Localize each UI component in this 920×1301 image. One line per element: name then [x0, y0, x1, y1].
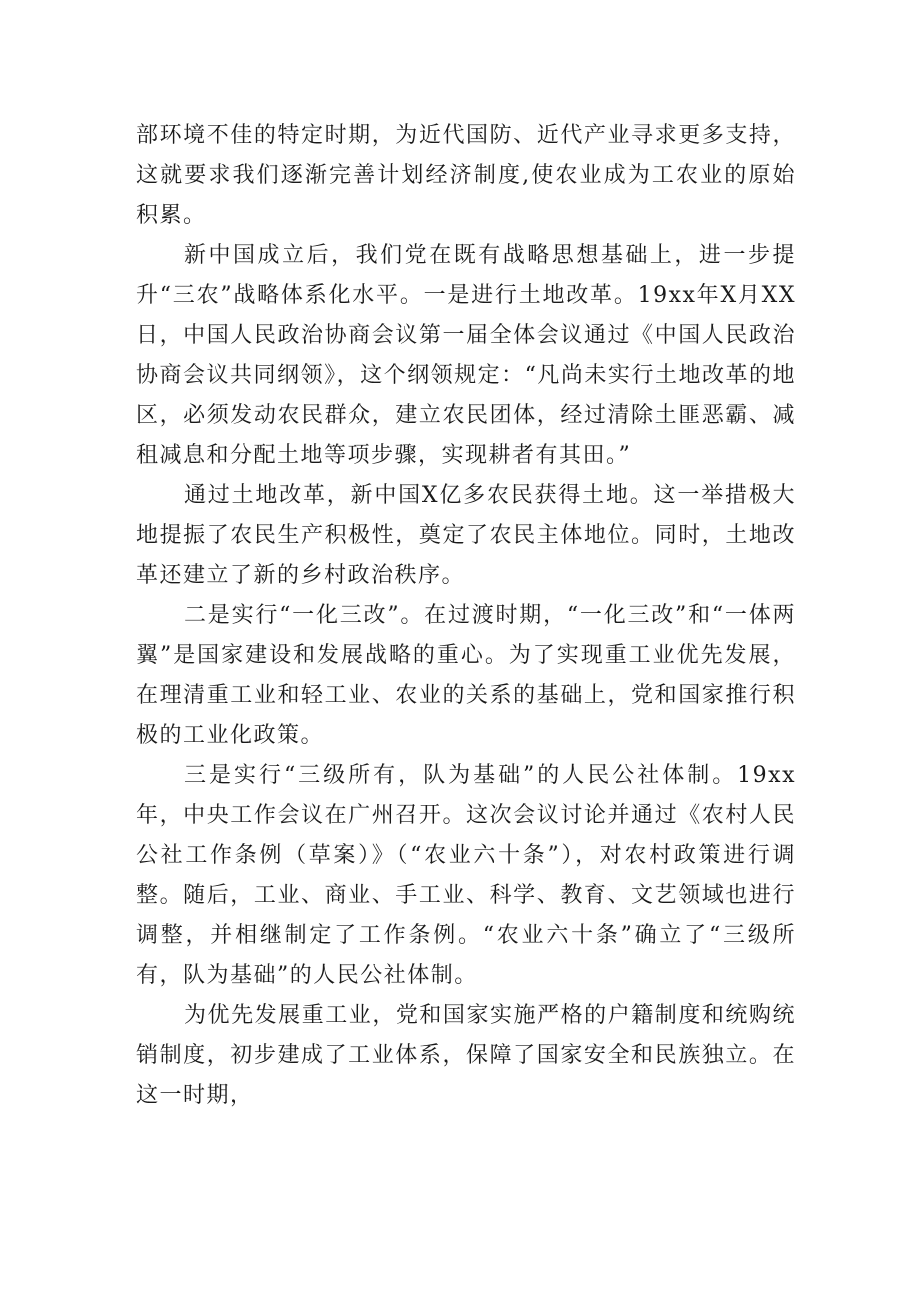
body-text: [136, 116, 796, 1116]
paragraph-5: 三是实行“三级所有，队为基础”的人民公社体制。19xx年，中央工作会议在广州召开。这次会议讨论并通过《农村人民公社工作条例（草案）》（“农业六十条”），对农村政策进行调整。随后，工业、商业、手工业、科学、教育、文艺领域也进行调整，并相继制定了工作条例。“农业六十条”确立了“三级所有，队为基础”的人民公社体制。: [136, 763, 796, 988]
paragraph-2: 新中国成立后，我们党在既有战略思想基础上，进一步提升“三农”战略体系化水平。一是进行土地改革。19xx年X月XX日，中国人民政治协商会议第一届全体会议通过《中国人民政治协商会议共同纲领》，这个纲领规定：“凡尚未实行土地改革的地区，必须发动农民群众，建立农民团体，经过清除土匪恶霸、减租减息和分配土地等项步骤，实现耕者有其田。”: [136, 243, 796, 468]
paragraph-1: 部环境不佳的特定时期，为近代国防、近代产业寻求更多支持，这就要求我们逐渐完善计划经济制度,使农业成为工农业的原始积累。: [136, 123, 796, 228]
paragraph-6: 为优先发展重工业，党和国家实施严格的户籍制度和统购统销制度，初步建成了工业体系，保障了国家安全和民族独立。在这一时期，: [136, 1003, 796, 1108]
paragraph-4: 二是实行“一化三改”。在过渡时期，“一化三改”和“一体两翼”是国家建设和发展战略的重心。为了实现重工业优先发展，在理清重工业和轻工业、农业的关系的基础上，党和国家推行积极的工业化政策。: [136, 603, 796, 748]
paragraph-3: 通过土地改革，新中国X亿多农民获得土地。这一举措极大地提振了农民生产积极性，奠定了农民主体地位。同时，土地改革还建立了新的乡村政治秩序。: [136, 483, 796, 588]
